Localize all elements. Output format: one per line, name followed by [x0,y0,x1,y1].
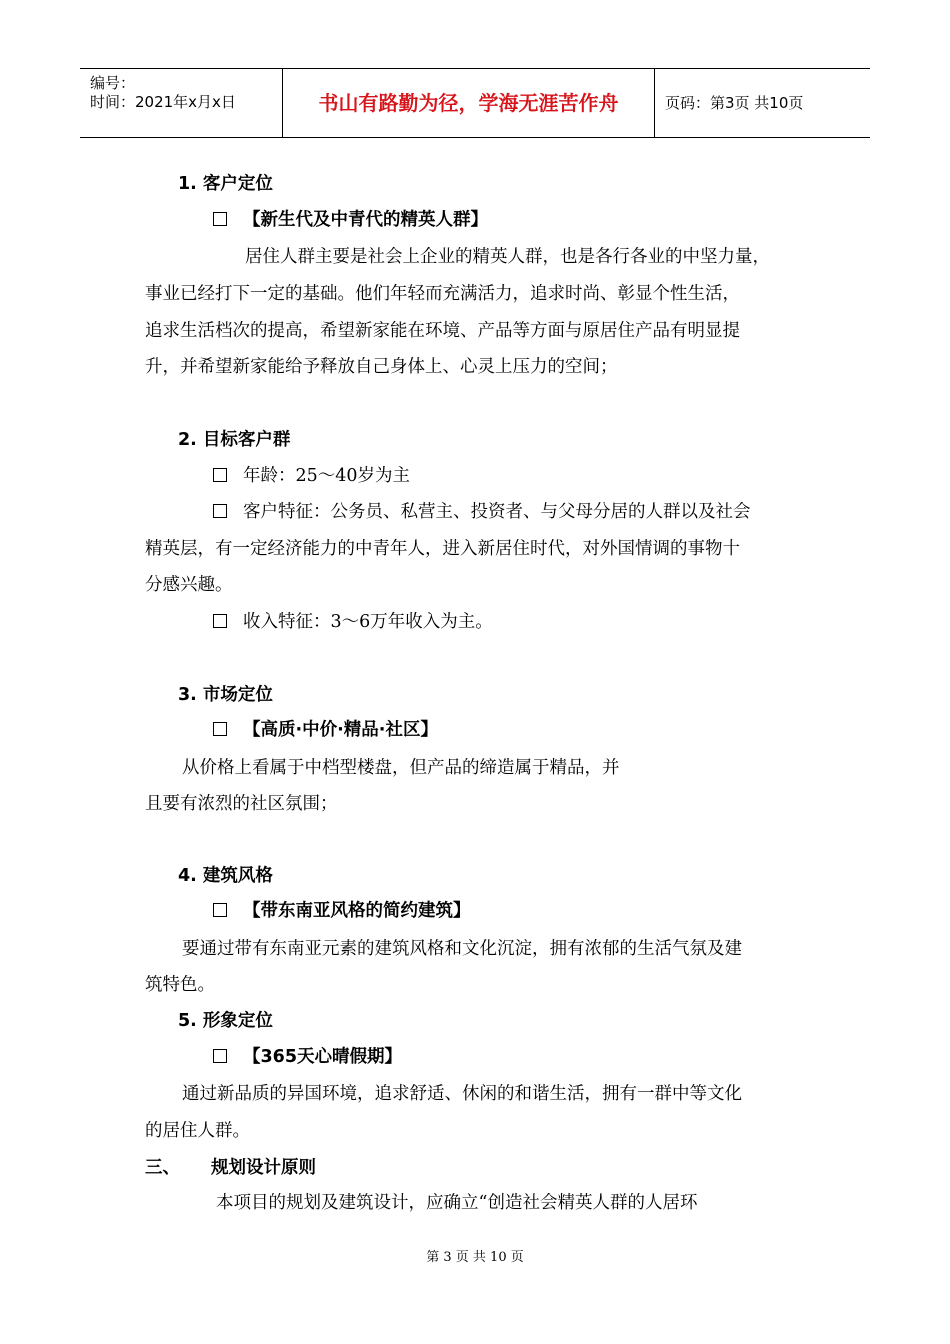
header-info-cell [80,69,283,137]
age-item [213,462,410,487]
checkbox-icon [213,212,227,226]
checkbox-icon [213,722,227,736]
paragraph-line: 通过新品质的异国环境，追求舒适、休闲的和谐生活，拥有一群中等文化 [182,1084,742,1104]
item-label: 收入特征：3～6万年收入为主。 [243,612,493,632]
section-heading-1: 1. 客户定位 [178,174,273,194]
checkbox-icon [213,614,227,628]
checkbox-icon [213,1049,227,1063]
header-motto: 书山有路勤为径，学海无涯苦作舟 [283,69,655,137]
item-label: 【新生代及中青代的精英人群】 [243,210,488,230]
header-page-code: 页码：第3页 共10页 [665,94,804,112]
paragraph-line: 居住人群主要是社会上企业的精英人群，也是各行各业的中坚力量， [245,247,770,267]
paragraph-line: 升，并希望新家能给予释放自己身体上、心灵上压力的空间； [145,357,618,377]
section-heading-4: 4. 建筑风格 [178,866,273,886]
income-item [213,608,493,633]
item-label: 【365天心晴假期】 [243,1047,403,1067]
features-item [213,498,751,523]
section-heading-5: 5. 形象定位 [178,1011,273,1031]
paragraph-line: 且要有浓烈的社区氛围； [145,794,338,814]
checkbox-icon [213,504,227,518]
paragraph-line: 分感兴趣。 [145,575,233,595]
checkbox-icon [213,903,227,917]
section-heading-2: 2. 目标客户群 [178,430,291,450]
section-heading-3: 3. 市场定位 [178,685,273,705]
paragraph-line: 事业已经打下一定的基础。他们年轻而充满活力，追求时尚、彰显个性生活， [145,284,740,304]
paragraph-line: 追求生活档次的提高，希望新家能在环境、产品等方面与原居住产品有明显提 [145,321,740,341]
chapter-number: 三、 [145,1158,180,1178]
section-item-3 [213,716,438,741]
paragraph-line: 筑特色。 [145,975,215,995]
item-label: 年龄：25～40岁为主 [243,466,411,486]
time-label: 时间：2021年x月x日 [90,93,236,111]
section-item-5 [213,1043,402,1068]
paragraph-line: 本项目的规划及建筑设计，应确立“创造社会精英人群的人居环 [216,1193,698,1213]
code-label: 编号： [90,74,136,92]
paragraph-line: 从价格上看属于中档型楼盘，但产品的缔造属于精品，并 [182,758,620,778]
item-label: 【高质·中价·精品·社区】 [243,720,438,740]
checkbox-icon [213,468,227,482]
page-footer: 第 3 页 共 10 页 [426,1250,524,1265]
paragraph-line: 精英层，有一定经济能力的中青年人，进入新居住时代，对外国情调的事物十 [145,539,740,559]
paragraph-line: 的居住人群。 [145,1121,250,1141]
item-label: 客户特征：公务员、私营主、投资者、与父母分居的人群以及社会 [243,502,751,522]
section-item-1 [213,206,488,231]
section-item-4 [213,897,471,922]
paragraph-line: 要通过带有东南亚元素的建筑风格和文化沉淀，拥有浓郁的生活气氛及建 [182,939,742,959]
page-header [80,68,870,138]
item-label: 【带东南亚风格的简约建筑】 [243,901,471,921]
chapter-heading: 规划设计原则 [211,1158,316,1178]
